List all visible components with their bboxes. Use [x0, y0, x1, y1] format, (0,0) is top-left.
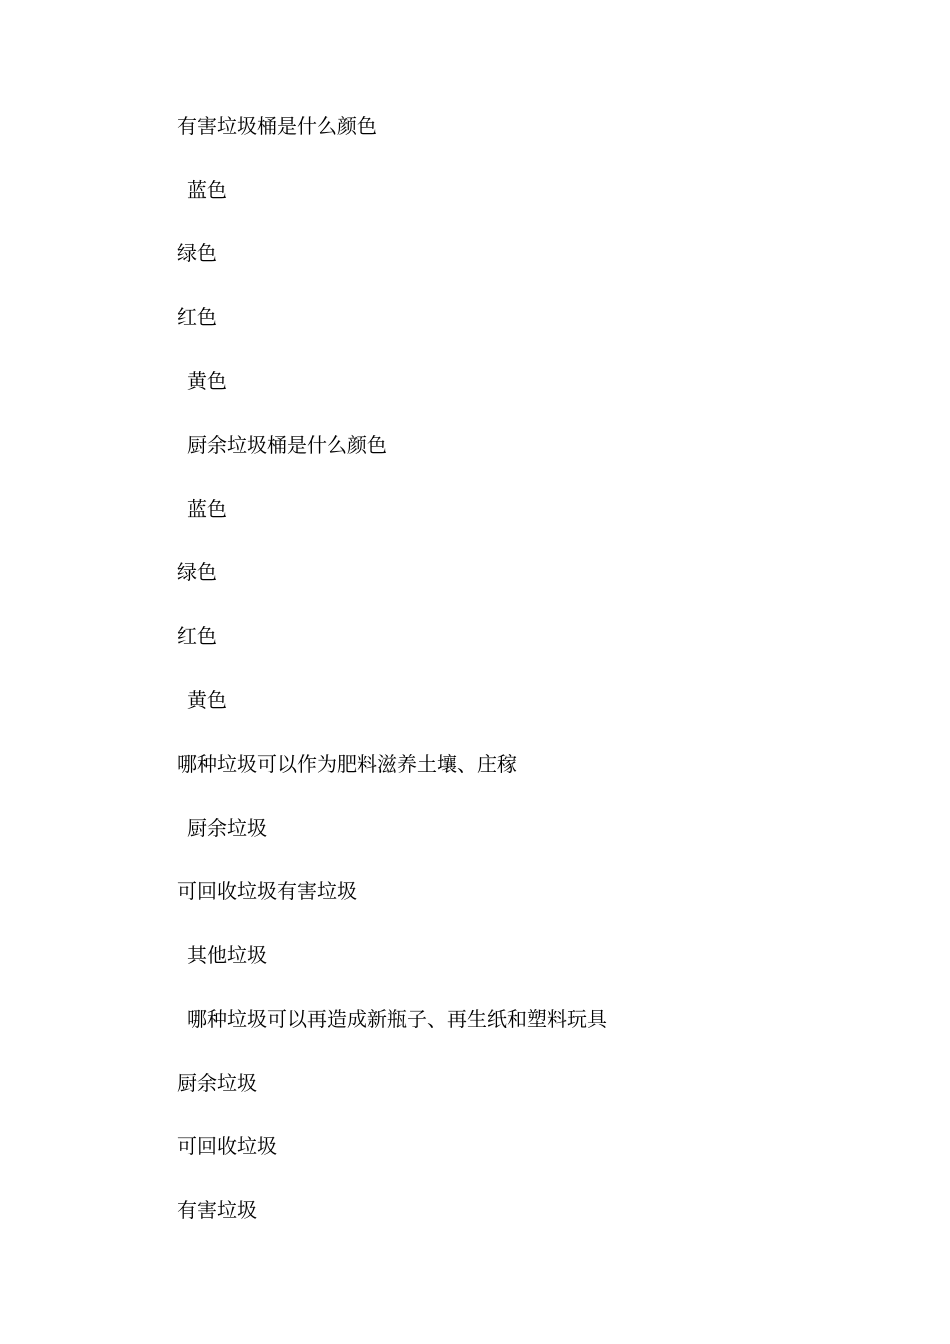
option-text: 蓝色 [187, 178, 227, 202]
option-text: 有害垃圾 [177, 1198, 257, 1222]
option-text: 黄色 [187, 369, 227, 393]
question-fertilizer-waste: 哪种垃圾可以作为肥料滋养土壤、庄稼 [177, 752, 517, 776]
option-text: 红色 [177, 624, 217, 648]
question-recyclable-waste: 哪种垃圾可以再造成新瓶子、再生纸和塑料玩具 [187, 1007, 607, 1031]
option-text: 绿色 [177, 241, 217, 265]
option-text: 黄色 [187, 688, 227, 712]
option-text: 厨余垃圾 [177, 1071, 257, 1095]
option-text: 厨余垃圾 [187, 816, 267, 840]
question-hazardous-bin-color: 有害垃圾桶是什么颜色 [177, 114, 377, 138]
question-kitchen-bin-color: 厨余垃圾桶是什么颜色 [187, 433, 387, 457]
option-text: 可回收垃圾 [177, 1134, 277, 1158]
option-text: 绿色 [177, 560, 217, 584]
option-text: 可回收垃圾有害垃圾 [177, 879, 357, 903]
option-text: 红色 [177, 305, 217, 329]
option-text: 蓝色 [187, 497, 227, 521]
option-text: 其他垃圾 [187, 943, 267, 967]
